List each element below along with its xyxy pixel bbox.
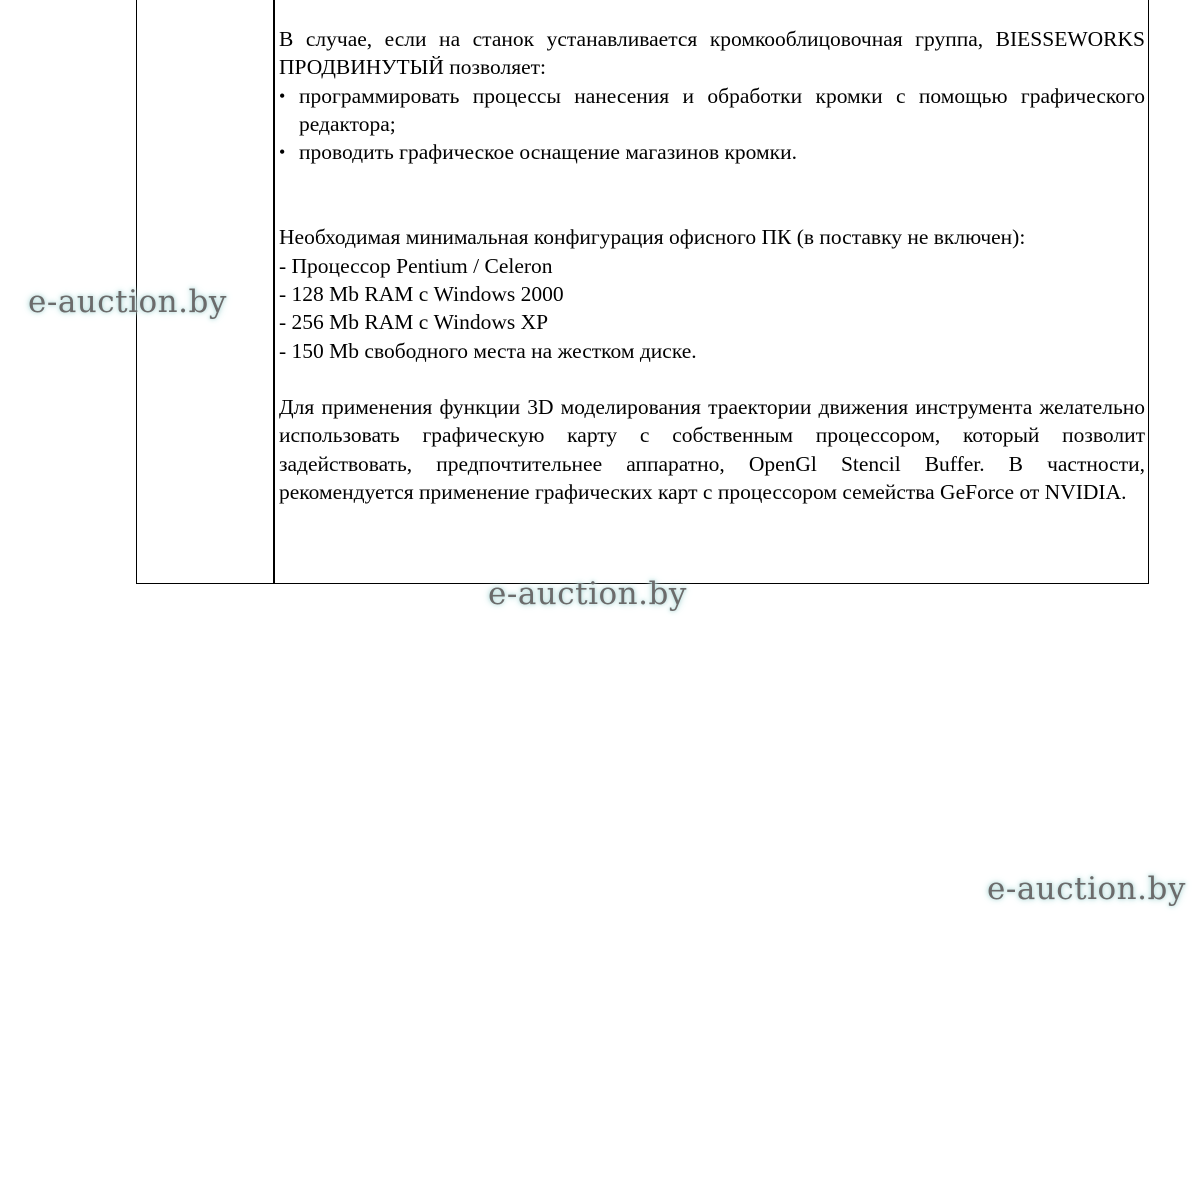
- requirements-heading: Необходимая минимальная конфигурация офисного ПК (в поставку не включен):: [279, 225, 1026, 250]
- table-column-divider: [273, 0, 275, 583]
- bullet-text: проводить графическое оснащение магазинов кромки.: [299, 140, 797, 165]
- graphics-note-paragraph: Для применения функции 3D моделирования траектории движения инструмента желательно использовать графическую карту с собственным процессором, который позволит задействовать, предпочтительнее аппаратно, OpenGl Stencil Buffer. В частности, рекомендуется применение графических карт с процессором семейства GeForce от NVIDIA.: [279, 394, 1145, 504]
- spacer: [279, 365, 1145, 393]
- requirement-item: - 150 Mb свободного места на жестком диске.: [279, 338, 697, 363]
- table-cell-content: [279, 25, 1145, 506]
- requirement-item: - Процессор Pentium / Celeron: [279, 253, 553, 278]
- bullet-icon: •: [279, 85, 286, 106]
- watermark: e-auction.by: [28, 284, 227, 320]
- bullet-text: программировать процессы нанесения и обработки кромки с помощью графического редактора;: [299, 83, 1145, 136]
- requirement-item: - 128 Mb RAM с Windows 2000: [279, 282, 564, 307]
- spacer: [279, 166, 1145, 223]
- bullet-item: [279, 82, 1145, 139]
- requirement-item: - 256 Mb RAM с Windows XP: [279, 310, 549, 335]
- intro-paragraph: В случае, если на станок устанавливается кромкооблицовочная группа, BIESSEWORKS ПРОДВИНУТЫЙ позволяет:: [279, 27, 1145, 80]
- watermark: e-auction.by: [987, 871, 1186, 907]
- watermark: e-auction.by: [488, 576, 687, 612]
- bullet-icon: •: [279, 142, 286, 163]
- bullet-item: [279, 138, 1145, 166]
